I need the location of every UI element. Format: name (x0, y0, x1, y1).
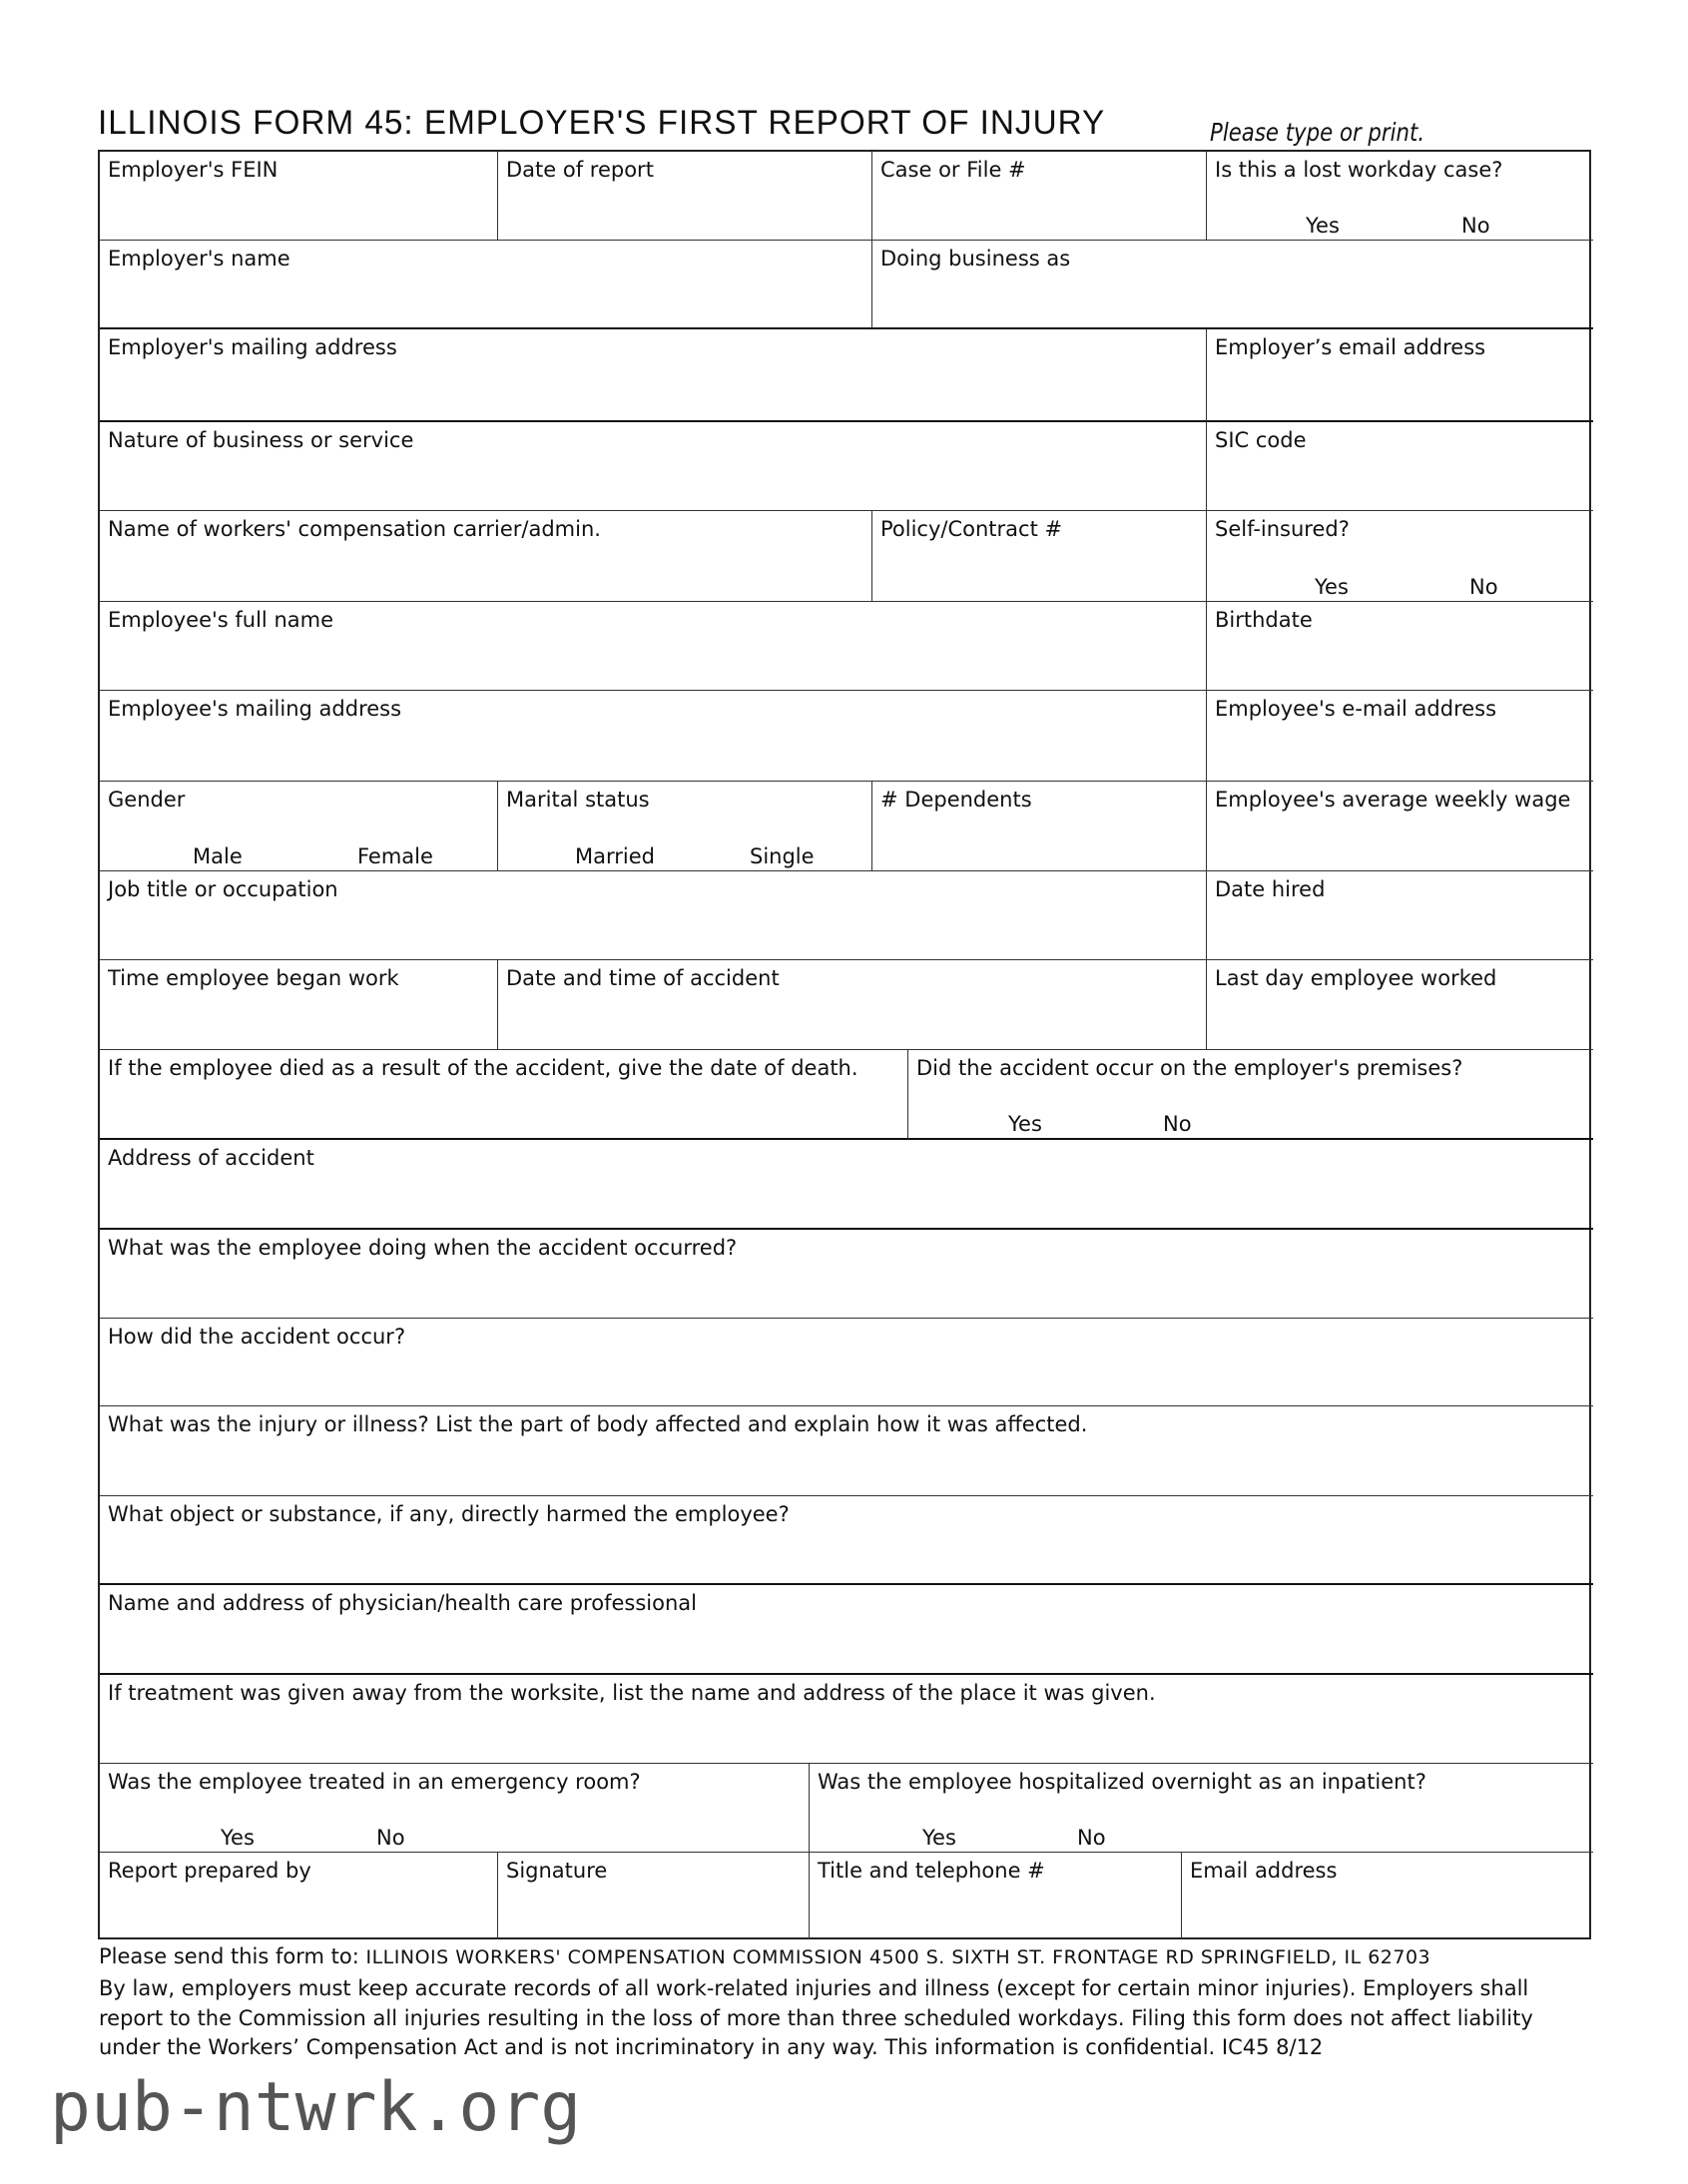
form-instruction: Please type or print. (1210, 118, 1425, 147)
option-yes[interactable]: Yes (922, 1826, 956, 1850)
label: Address of accident (108, 1146, 314, 1170)
label: Marital status (506, 788, 650, 812)
label: Case or File # (880, 158, 1026, 182)
employer-email-field[interactable] (1207, 329, 1593, 422)
marital-status-field (498, 782, 872, 871)
watermark: pub-ntwrk.org (50, 2068, 582, 2147)
option-single[interactable]: Single (750, 844, 815, 868)
treatment-location-field[interactable] (100, 1675, 1593, 1764)
weekly-wage-field[interactable] (1207, 782, 1593, 871)
label: Employee's average weekly wage (1215, 788, 1571, 812)
doing-business-as-field[interactable] (872, 241, 1593, 329)
label: What was the injury or illness? List the part of body affected and explain how it was affected. (108, 1412, 1088, 1436)
title-telephone-field[interactable] (810, 1853, 1182, 1939)
carrier-field[interactable] (100, 511, 872, 602)
label: Was the employee treated in an emergency room? (108, 1770, 641, 1794)
commission-address: ILLINOIS WORKERS' COMPENSATION COMMISSION 4500 S. SIXTH ST. FRONTAGE RD SPRINGFIELD, IL 62703 (365, 1946, 1431, 1968)
date-of-report-field[interactable] (498, 152, 872, 241)
label: What was the employee doing when the accident occurred? (108, 1236, 738, 1260)
sic-code-field[interactable] (1207, 422, 1593, 511)
label: Last day employee worked (1215, 966, 1497, 990)
employee-name-field[interactable] (100, 602, 1207, 691)
label: If the employee died as a result of the accident, give the date of death. (108, 1056, 858, 1080)
injury-report-form (98, 150, 1591, 1939)
label: Employee's full name (108, 608, 333, 632)
label: Employer’s email address (1215, 335, 1486, 359)
dependents-field[interactable] (872, 782, 1207, 871)
signature-field[interactable] (498, 1853, 810, 1939)
option-female[interactable]: Female (357, 844, 433, 868)
option-yes[interactable]: Yes (1008, 1112, 1042, 1136)
label: Title and telephone # (818, 1859, 1045, 1883)
prepared-by-field[interactable] (100, 1853, 498, 1939)
emergency-room-field (100, 1764, 810, 1853)
self-insured-field (1207, 511, 1593, 602)
label: Employee's e-mail address (1215, 697, 1497, 721)
accident-address-field[interactable] (100, 1140, 1593, 1230)
hospitalized-field (810, 1764, 1593, 1853)
send-to-line (99, 1944, 1430, 1968)
label: Date hired (1215, 877, 1326, 901)
label: Date and time of accident (506, 966, 780, 990)
label: Email address (1190, 1859, 1338, 1883)
label: SIC code (1215, 428, 1307, 452)
label: Date of report (506, 158, 654, 182)
label: Employer's mailing address (108, 335, 397, 359)
date-of-death-field[interactable] (100, 1050, 908, 1140)
option-no[interactable]: No (1163, 1112, 1192, 1136)
injury-description-field[interactable] (100, 1406, 1593, 1496)
option-male[interactable]: Male (193, 844, 243, 868)
physician-field[interactable] (100, 1585, 1593, 1675)
lost-workday-field (1207, 152, 1593, 241)
label: # Dependents (880, 788, 1032, 812)
employee-email-field[interactable] (1207, 691, 1593, 782)
label: Is this a lost workday case? (1215, 158, 1503, 182)
label: Doing business as (880, 247, 1071, 271)
label: Job title or occupation (108, 877, 338, 901)
time-began-work-field[interactable] (100, 960, 498, 1050)
option-no[interactable]: No (1077, 1826, 1106, 1850)
label: Employer's FEIN (108, 158, 279, 182)
nature-of-business-field[interactable] (100, 422, 1207, 511)
case-number-field[interactable] (872, 152, 1207, 241)
option-no[interactable]: No (376, 1826, 405, 1850)
on-premises-field (908, 1050, 1593, 1140)
fein-field[interactable] (100, 152, 498, 241)
gender-field (100, 782, 498, 871)
label: Policy/Contract # (880, 517, 1063, 541)
option-married[interactable]: Married (575, 844, 655, 868)
label: Birthdate (1215, 608, 1313, 632)
last-day-worked-field[interactable] (1207, 960, 1593, 1050)
label: What object or substance, if any, directly harmed the employee? (108, 1502, 790, 1526)
job-title-field[interactable] (100, 871, 1207, 960)
option-yes[interactable]: Yes (1306, 214, 1340, 238)
label: Self-insured? (1215, 517, 1350, 541)
option-yes[interactable]: Yes (221, 1826, 255, 1850)
label: Nature of business or service (108, 428, 414, 452)
employer-name-field[interactable] (100, 241, 872, 329)
label: Employer's name (108, 247, 290, 271)
label: Name of workers' compensation carrier/admin. (108, 517, 601, 541)
legal-notice-line-1: By law, employers must keep accurate records of all work-related injuries and illness (except for certain minor injuries). Employers shall (99, 1976, 1529, 2000)
harmful-object-field[interactable] (100, 1496, 1593, 1585)
label: Did the accident occur on the employer's premises? (916, 1056, 1463, 1080)
label: Signature (506, 1859, 608, 1883)
label: Was the employee hospitalized overnight as an inpatient? (818, 1770, 1426, 1794)
label: If treatment was given away from the worksite, list the name and address of the place it was given. (108, 1681, 1156, 1705)
legal-notice-line-3: under the Workers’ Compensation Act and is not incriminatory in any way. This information is confidential. IC45 8/12 (99, 2035, 1324, 2059)
label: Employee's mailing address (108, 697, 402, 721)
form-title: ILLINOIS FORM 45: EMPLOYER'S FIRST REPORT OF INJURY (98, 104, 1106, 142)
label: Name and address of physician/health care professional (108, 1591, 697, 1615)
how-accident-occurred-field[interactable] (100, 1319, 1593, 1406)
employer-address-field[interactable] (100, 329, 1207, 422)
label: How did the accident occur? (108, 1325, 406, 1349)
option-yes[interactable]: Yes (1315, 575, 1349, 599)
option-no[interactable]: No (1469, 575, 1498, 599)
employee-activity-field[interactable] (100, 1230, 1593, 1319)
label: Gender (108, 788, 186, 812)
preparer-email-field[interactable] (1182, 1853, 1593, 1939)
send-prefix: Please send this form to: (99, 1944, 359, 1968)
accident-datetime-field[interactable] (498, 960, 1207, 1050)
date-hired-field[interactable] (1207, 871, 1593, 960)
birthdate-field[interactable] (1207, 602, 1593, 691)
employee-address-field[interactable] (100, 691, 1207, 782)
policy-field[interactable] (872, 511, 1207, 602)
legal-notice-line-2: report to the Commission all injuries resulting in the loss of more than three scheduled workdays. Filing this form does not affect liability (99, 2006, 1533, 2030)
option-no[interactable]: No (1461, 214, 1490, 238)
label: Report prepared by (108, 1859, 311, 1883)
label: Time employee began work (108, 966, 399, 990)
